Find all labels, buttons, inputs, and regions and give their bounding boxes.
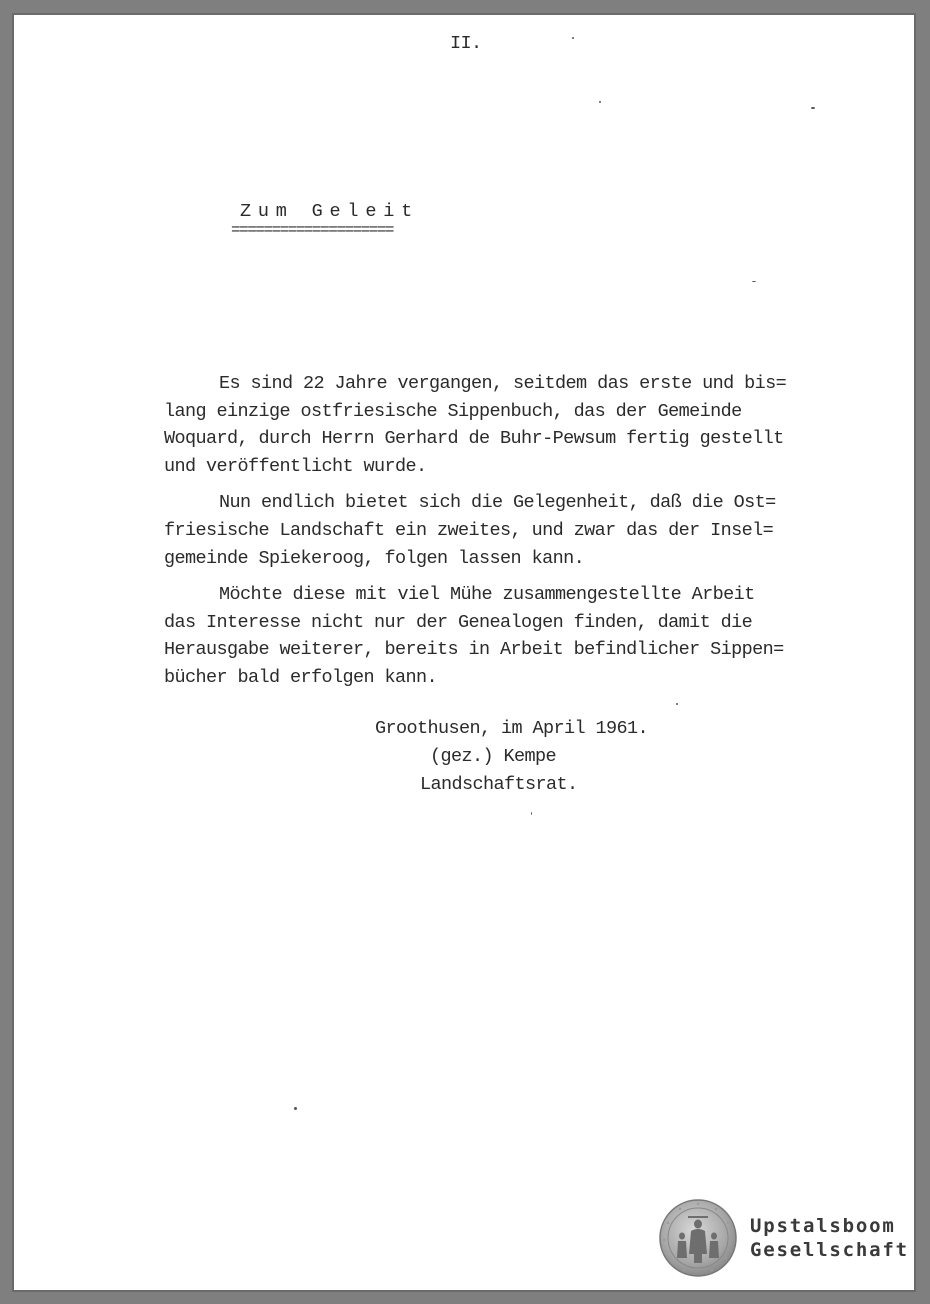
text-line: lang einzige ostfriesische Sippenbuch, das der Gemeinde bbox=[164, 400, 742, 422]
paragraph-3 bbox=[164, 581, 844, 691]
scan-speck bbox=[572, 37, 574, 39]
text-line: das Interesse nicht nur der Genealogen finden, damit die bbox=[164, 611, 753, 633]
text-line: Woquard, durch Herrn Gerhard de Buhr-Pewsum fertig gestellt bbox=[164, 428, 784, 450]
text-line: bücher bald erfolgen kann. bbox=[164, 666, 438, 688]
scan-speck bbox=[599, 101, 601, 103]
scan-speck bbox=[811, 107, 815, 109]
text-line: Herausgabe weiterer, bereits in Arbeit befindlicher Sippen= bbox=[164, 639, 784, 661]
signer-role: Landschaftsrat. bbox=[420, 774, 578, 795]
scan-speck bbox=[294, 1107, 297, 1110]
scan-speck bbox=[531, 812, 532, 815]
logo-line-2: Gesellschaft bbox=[750, 1239, 909, 1261]
signature-block bbox=[375, 715, 648, 799]
paragraph-1 bbox=[164, 370, 844, 480]
text-line: und veröffentlicht wurde. bbox=[164, 455, 427, 477]
text-line: Es sind 22 Jahre vergangen, seitdem das erste und bis= bbox=[219, 373, 787, 394]
text-line: Nun endlich bietet sich die Gelegenheit, daß die Ost= bbox=[219, 492, 776, 514]
seal-icon bbox=[658, 1198, 738, 1278]
body-text bbox=[164, 370, 844, 701]
scan-speck bbox=[676, 703, 678, 705]
scan-speck bbox=[752, 281, 756, 282]
place-date: Groothusen, im April 1961. bbox=[375, 718, 649, 739]
logo-wordmark bbox=[750, 1214, 909, 1262]
text-line: gemeinde Spiekeroog, folgen lassen kann. bbox=[164, 547, 585, 569]
signed-by: (gez.) Kempe bbox=[430, 746, 557, 767]
page-number: II. bbox=[450, 33, 482, 54]
page-title: Zum Geleit bbox=[240, 201, 420, 222]
title-underline: ==================== bbox=[231, 221, 394, 239]
paragraph-2 bbox=[164, 489, 844, 572]
upstalsboom-logo bbox=[658, 1198, 908, 1278]
logo-line-1: Upstalsboom bbox=[750, 1215, 896, 1237]
text-line: friesische Landschaft ein zweites, und zwar das der Insel= bbox=[164, 519, 774, 541]
text-line: Möchte diese mit viel Mühe zusammengestellte Arbeit bbox=[219, 584, 755, 606]
document-page bbox=[14, 15, 914, 1290]
